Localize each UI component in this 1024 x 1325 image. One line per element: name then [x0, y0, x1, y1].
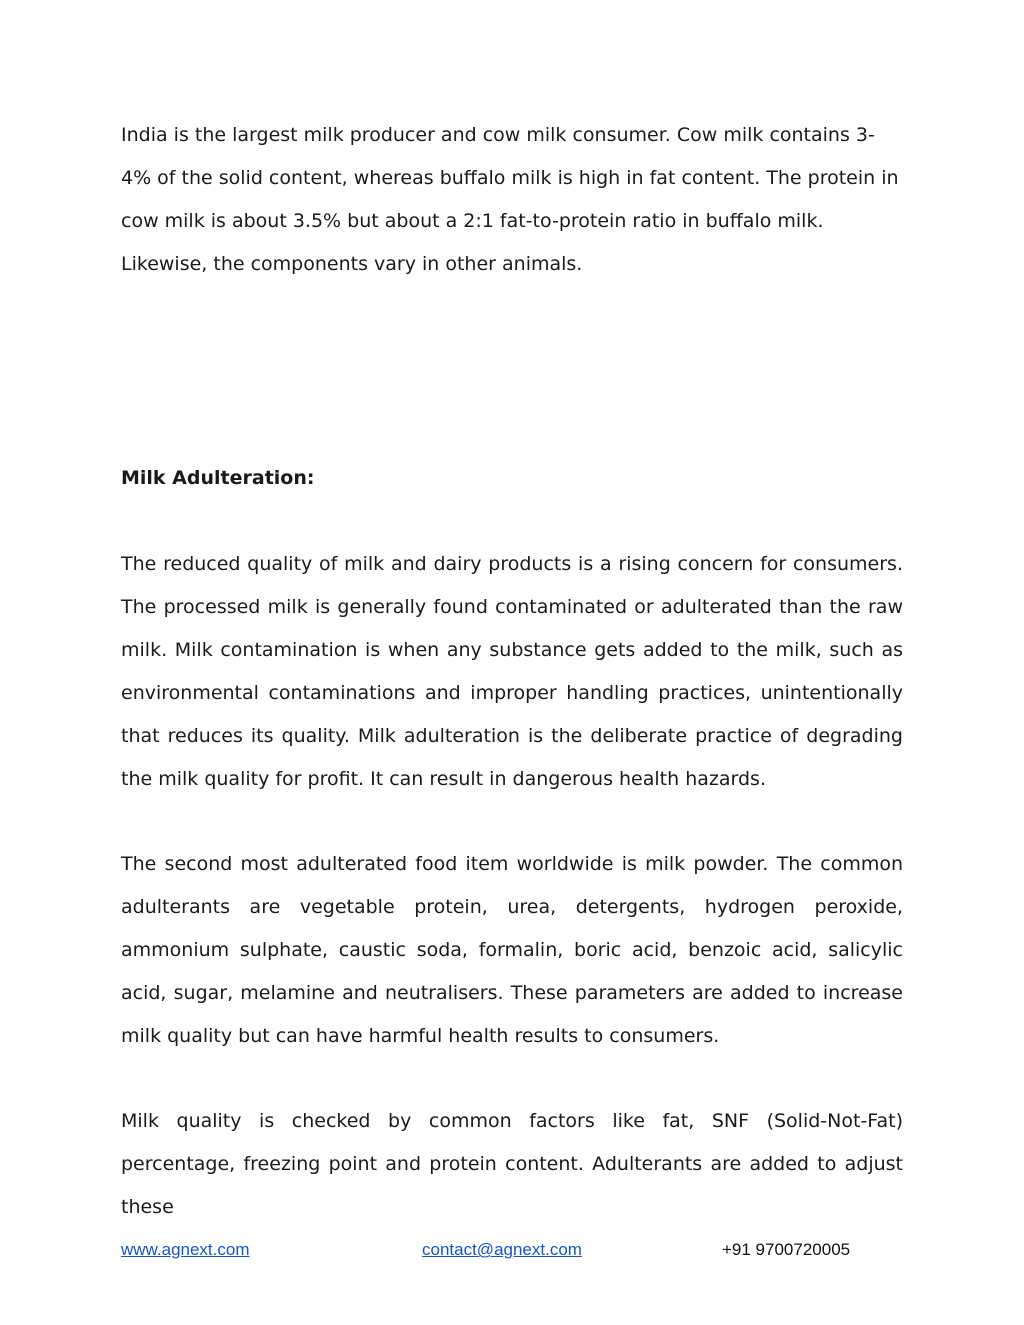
adulteration-paragraph-3: Milk quality is checked by common factors like fat, SNF (Solid-Not-Fat) percentage, freezing point and protein content. Adulterants are added to adjust these	[121, 1110, 903, 1218]
page-footer	[0, 1240, 1024, 1264]
adulteration-paragraph-1: The reduced quality of milk and dairy products is a rising concern for consumers. The processed milk is generally found contaminated or adulterated than the raw milk. Milk contamination is when any substance gets added to the milk, such as environmental contaminations and improper handling practices, unintentionally that reduces its quality. Milk adulteration is the deliberate practice of degrading the milk quality for profit. It can result in dangerous health hazards.	[121, 553, 903, 790]
adulteration-paragraph-2: The second most adulterated food item worldwide is milk powder. The common adulterants are vegetable protein, urea, detergents, hydrogen peroxide, ammonium sulphate, caustic soda, formalin, boric acid, benzoic acid, salicylic acid, sugar, melamine and neutralisers. These parameters are added to increase milk quality but can have harmful health results to consumers.	[121, 853, 903, 1047]
intro-paragraph: India is the largest milk producer and cow milk consumer. Cow milk contains 3-4% of the solid content, whereas buffalo milk is high in fat content. The protein in cow milk is about 3.5% but about a 2:1 fat-to-protein ratio in buffalo milk. Likewise, the components vary in other animals.	[121, 124, 899, 275]
website-link[interactable]: www.agnext.com	[121, 1240, 250, 1259]
email-link[interactable]: contact@agnext.com	[422, 1240, 582, 1259]
phone-number: +91 9700720005	[722, 1240, 851, 1259]
section-heading: Milk Adulteration:	[121, 467, 315, 489]
